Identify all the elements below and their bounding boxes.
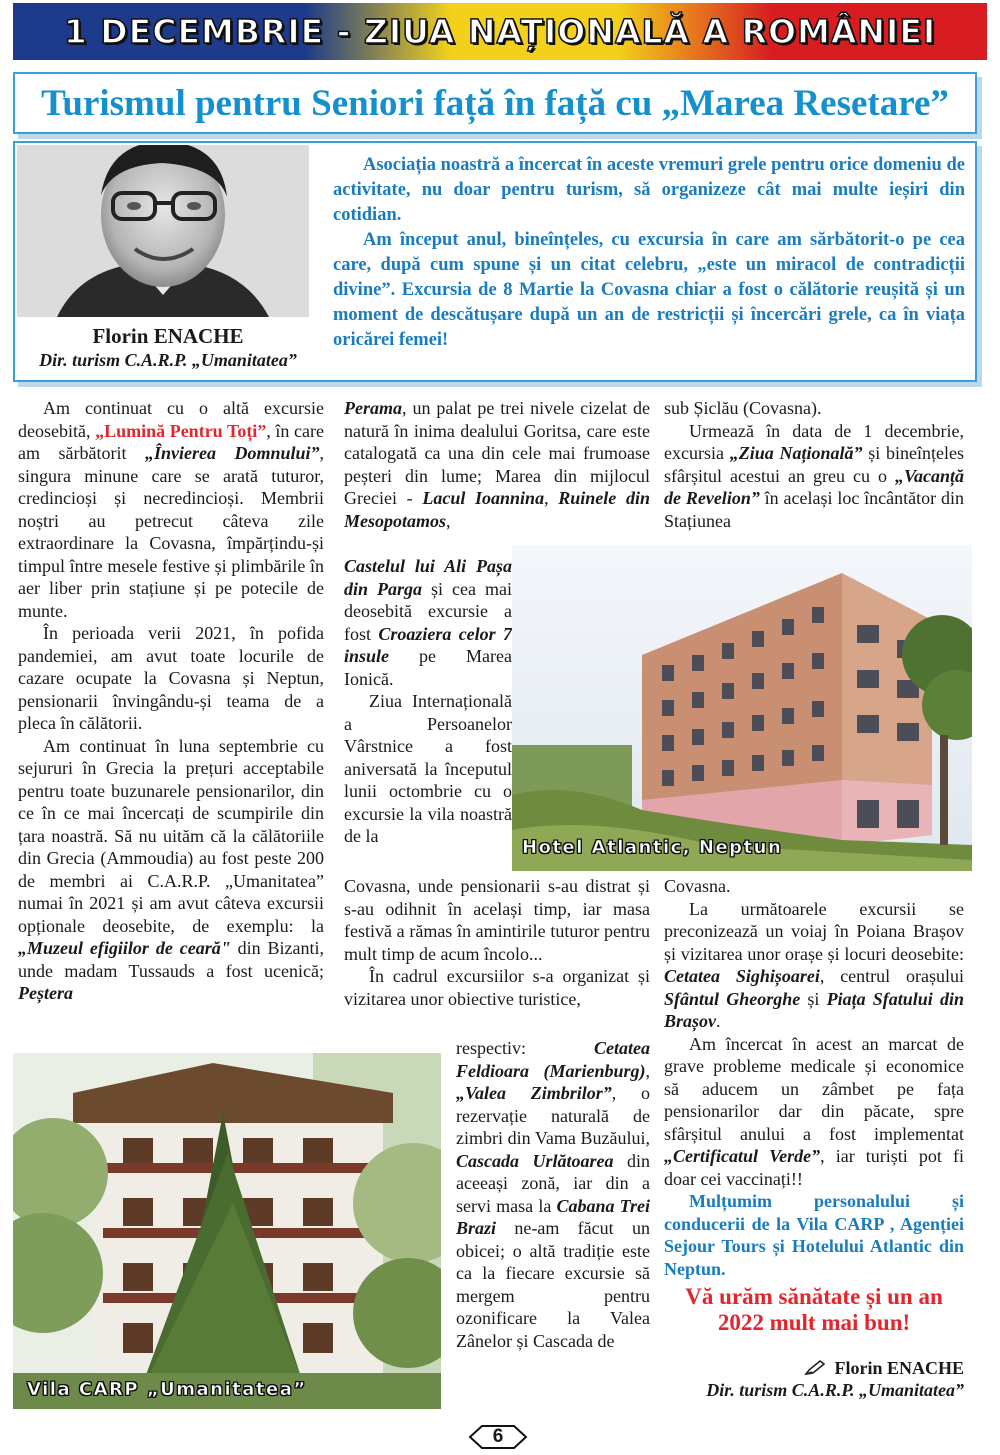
emphasis-text: Cascada Urlătoarea: [456, 1150, 614, 1171]
intro-box: [13, 141, 977, 382]
text-run: , centrul orașului: [819, 966, 965, 986]
column-2-bottom: [456, 1037, 650, 1352]
text-run: Am încercat în acest an marcat de grave probleme medicale și economice să aducem un zâmbet pe fața pensionarilor dar din păcate, spre sfârșitul anului a fost implementat: [664, 1033, 964, 1144]
col1-paragraph-1: [18, 397, 324, 622]
text-run: , iar turiști pot fi doar cei vaccinați!!: [664, 1146, 965, 1189]
text-run: respectiv:: [456, 1038, 594, 1058]
author-portrait: [17, 145, 309, 317]
signature-role: Dir. turism C.A.R.P. „Umanitatea”: [706, 1380, 964, 1400]
page-number: 6: [492, 1426, 504, 1447]
col2-paragraph-2: Ziua Internațională a Persoanelor Vârstnice a fost aniversată la începutul lunii octombrie cu o excursie la vila noastră de la: [344, 691, 512, 846]
text-run: , în care am sărbătorit: [18, 420, 324, 463]
col3-paragraph-2: [664, 420, 964, 533]
emphasis-text: „Ziua Națională”: [729, 443, 863, 463]
column-3-bottom: [664, 875, 964, 1336]
col2-paragraph-3: În cadrul excursiilor s-a organizat și vizitarea unor obiective turistice,: [344, 966, 650, 1009]
text-run: ,: [645, 1060, 650, 1081]
emphasis-text: Cetatea Feldioara (Marienburg): [456, 1038, 650, 1081]
text-run: ,: [446, 510, 451, 531]
column-2-top: [344, 397, 650, 532]
text-run: și bineînțeles sfârșitul acestui an greu cu o: [664, 443, 965, 486]
emphasis-text: Ruinele din Mesopotamos: [344, 488, 650, 531]
emphasis-text: Castelul lui Ali Pașa din Parga: [344, 556, 512, 599]
emphasis-text: Lacul Ioannina: [422, 488, 545, 508]
author-caption: [15, 319, 321, 379]
signature-block: [662, 1357, 964, 1401]
column-2-narrow: [344, 555, 512, 848]
emphasis-text: „Vacanță de Revelion”: [664, 465, 964, 508]
emphasis-text: Cabana Trei Brazi: [456, 1195, 650, 1238]
text-run: în același loc încântător din Stațiunea: [664, 488, 964, 531]
pen-icon: [804, 1360, 826, 1376]
intro-paragraph: Asociația noastră a încercat în aceste vremuri grele pentru orice domeniu de activitate, nu doar pentru turism, să organizeze cât mai multe ieșiri din cotidian.: [333, 155, 965, 225]
emphasis-text: Peștera: [18, 983, 73, 1003]
column-1: [18, 397, 324, 1005]
text-run: din Bizanti, unde madam Tussauds a fost ucenică;: [18, 938, 324, 981]
article-headline: Turismul pentru Seniori față în față cu „Marea Resetare”: [41, 82, 949, 124]
hotel-building-illustration: [512, 545, 972, 871]
col2-paragraph-1: [344, 397, 650, 532]
text-run: .: [716, 1011, 721, 1031]
vila-building-illustration: [13, 1053, 441, 1409]
thanks-paragraph: Mulțumim personalului și conducerii de la Vila CARP , Agenției Sejour Tours și Hotelului Atlantic din Neptun.: [664, 1191, 964, 1279]
intro-paragraph: Am început anul, bineînțeles, cu excursia în care am sărbătorit-o pe cea care, după cum spune și un citat celebru, „este un miracol de contradicții divine”. Excursia de 8 Martie la Covasna chiar a fost o călătorie reușită și un moment de descătușare după un an de restricții și încercări grele, ca în viața oricărei femei!: [333, 230, 965, 350]
page-number-badge: [468, 1424, 528, 1450]
emphasis-text: Sfântul Gheorghe: [664, 988, 801, 1009]
author-role: Dir. turism C.A.R.P. „Umanitatea”: [39, 350, 297, 370]
text-run: , o rezervație naturală de zimbri din Vama Buzăului,: [456, 1083, 651, 1148]
portrait-illustration: [17, 145, 309, 317]
col3-paragraph-3: [664, 898, 964, 1033]
emphasis-text: „Muzeul efigiilor de ceară": [18, 938, 231, 958]
col2-paragraph-2-cont: Covasna, unde pensionarii s-au distrat și s-au odihnit în același timp, iar masa festivă a rămas în amintirile tuturor pentru mult timp de acum încolo...: [344, 876, 650, 964]
text-run: ,: [544, 488, 559, 508]
vila-photo-caption: Vila CARP „Umanitatea”: [27, 1379, 307, 1400]
emphasis-text: Croaziera celor 7 insule: [344, 623, 513, 666]
author-name: Florin ENACHE: [92, 324, 244, 348]
signature-name: Florin ENACHE: [834, 1358, 964, 1378]
text-run: ne-am făcut un obicei; o altă tradiție este ca la fiecare excursie să mergem pentru ozonificare la Valea Zânelor și Cascada de: [456, 1218, 650, 1351]
text-run: Am continuat în luna septembrie cu sejururi în Grecia la prețuri acceptabile pentru toate buzunarele pensionarilor, din ce în ce mai încercați de scumpirile din țara noastră. Să nu uităm că la călătoriile din Grecia (Ammoudia) au fost peste 200 de membri ai C.A.R.P. „Umanitatea” numai în 2021 și am avut câteva excursii opționale deosebite, de exemplu: la: [18, 735, 324, 936]
text-run: Am continuat cu o altă excursie deosebită,: [18, 398, 324, 441]
national-day-banner: [13, 3, 987, 60]
text-run: , singura minune care se arată tuturor, credincioși și necredincioși. Membrii noștri au petrecut câteva zile extraordinare la Covasna, împărțindu-și timpul între mesele festive și plimbările în aer liber prin stațiune și pe potecile de munte.: [18, 443, 324, 621]
col3-paragraph-4: [664, 1033, 964, 1191]
vila-carp-photo: [13, 1053, 441, 1409]
banner-title: 1 DECEMBRIE - ZIUA NAȚIONALĂ A ROMÂNIEI: [63, 12, 937, 51]
column-2-middle: [344, 875, 650, 1010]
emphasis-text: Perama: [344, 398, 402, 418]
col3-paragraph-2-cont: Covasna.: [664, 876, 731, 896]
text-run: , un palat pe trei nivele cizelat de natură în inima dealului Goritsa, care este catalogată ca una din cele mai frumoase peșteri din lume; Marea din mijlocul Greciei -: [344, 398, 650, 508]
emphasis-text: „Învierea Domnului”: [144, 443, 320, 463]
wish-message: Vă urăm sănătate și un an 2022 mult mai bun!: [685, 1284, 943, 1335]
highlight-text: „Lumină Pentru Toți”: [95, 420, 267, 441]
column-3-top: [664, 397, 964, 532]
emphasis-text: Cetatea Sighișoarei: [664, 966, 820, 986]
text-run: Urmează în data de 1 decembrie, excursia: [664, 420, 964, 463]
text-run: și: [800, 988, 827, 1009]
hotel-atlantic-photo: [512, 545, 972, 871]
col3-paragraph-1: sub Șiclău (Covasna).: [664, 398, 822, 418]
col1-paragraph-3: [18, 735, 324, 1005]
col2-paragraph-3-cont: [456, 1037, 650, 1352]
text-run: și cea mai deosebită excursie a fost: [344, 578, 512, 644]
signature-name-line: [662, 1357, 964, 1379]
emphasis-text: Piața Sfatului din Brașov: [664, 988, 964, 1031]
text-run: pe Marea Ionică.: [344, 646, 512, 689]
hotel-photo-caption: Hotel Atlantic, Neptun: [522, 837, 783, 858]
col1-paragraph-2: În perioada verii 2021, în pofida pandemiei, am avut toate locurile de cazare ocupate la Covasna și Neptun, pensionarii învingându-și teama de a pleca în călătorii.: [18, 623, 324, 733]
col2-paragraph-1-cont: [344, 555, 512, 690]
text-run: La următoarele excursii se preconizează un voiaj în Poiana Brașov și vizitarea unor orașe și locuri deosebite:: [664, 898, 964, 964]
emphasis-text: „Certificatul Verde”: [664, 1146, 821, 1166]
headline-box: [13, 72, 977, 134]
text-run: din aceeași zonă, iar din a servi masa la: [456, 1150, 650, 1216]
emphasis-text: „Valea Zimbrilor”: [456, 1083, 612, 1103]
intro-text: [333, 153, 965, 353]
